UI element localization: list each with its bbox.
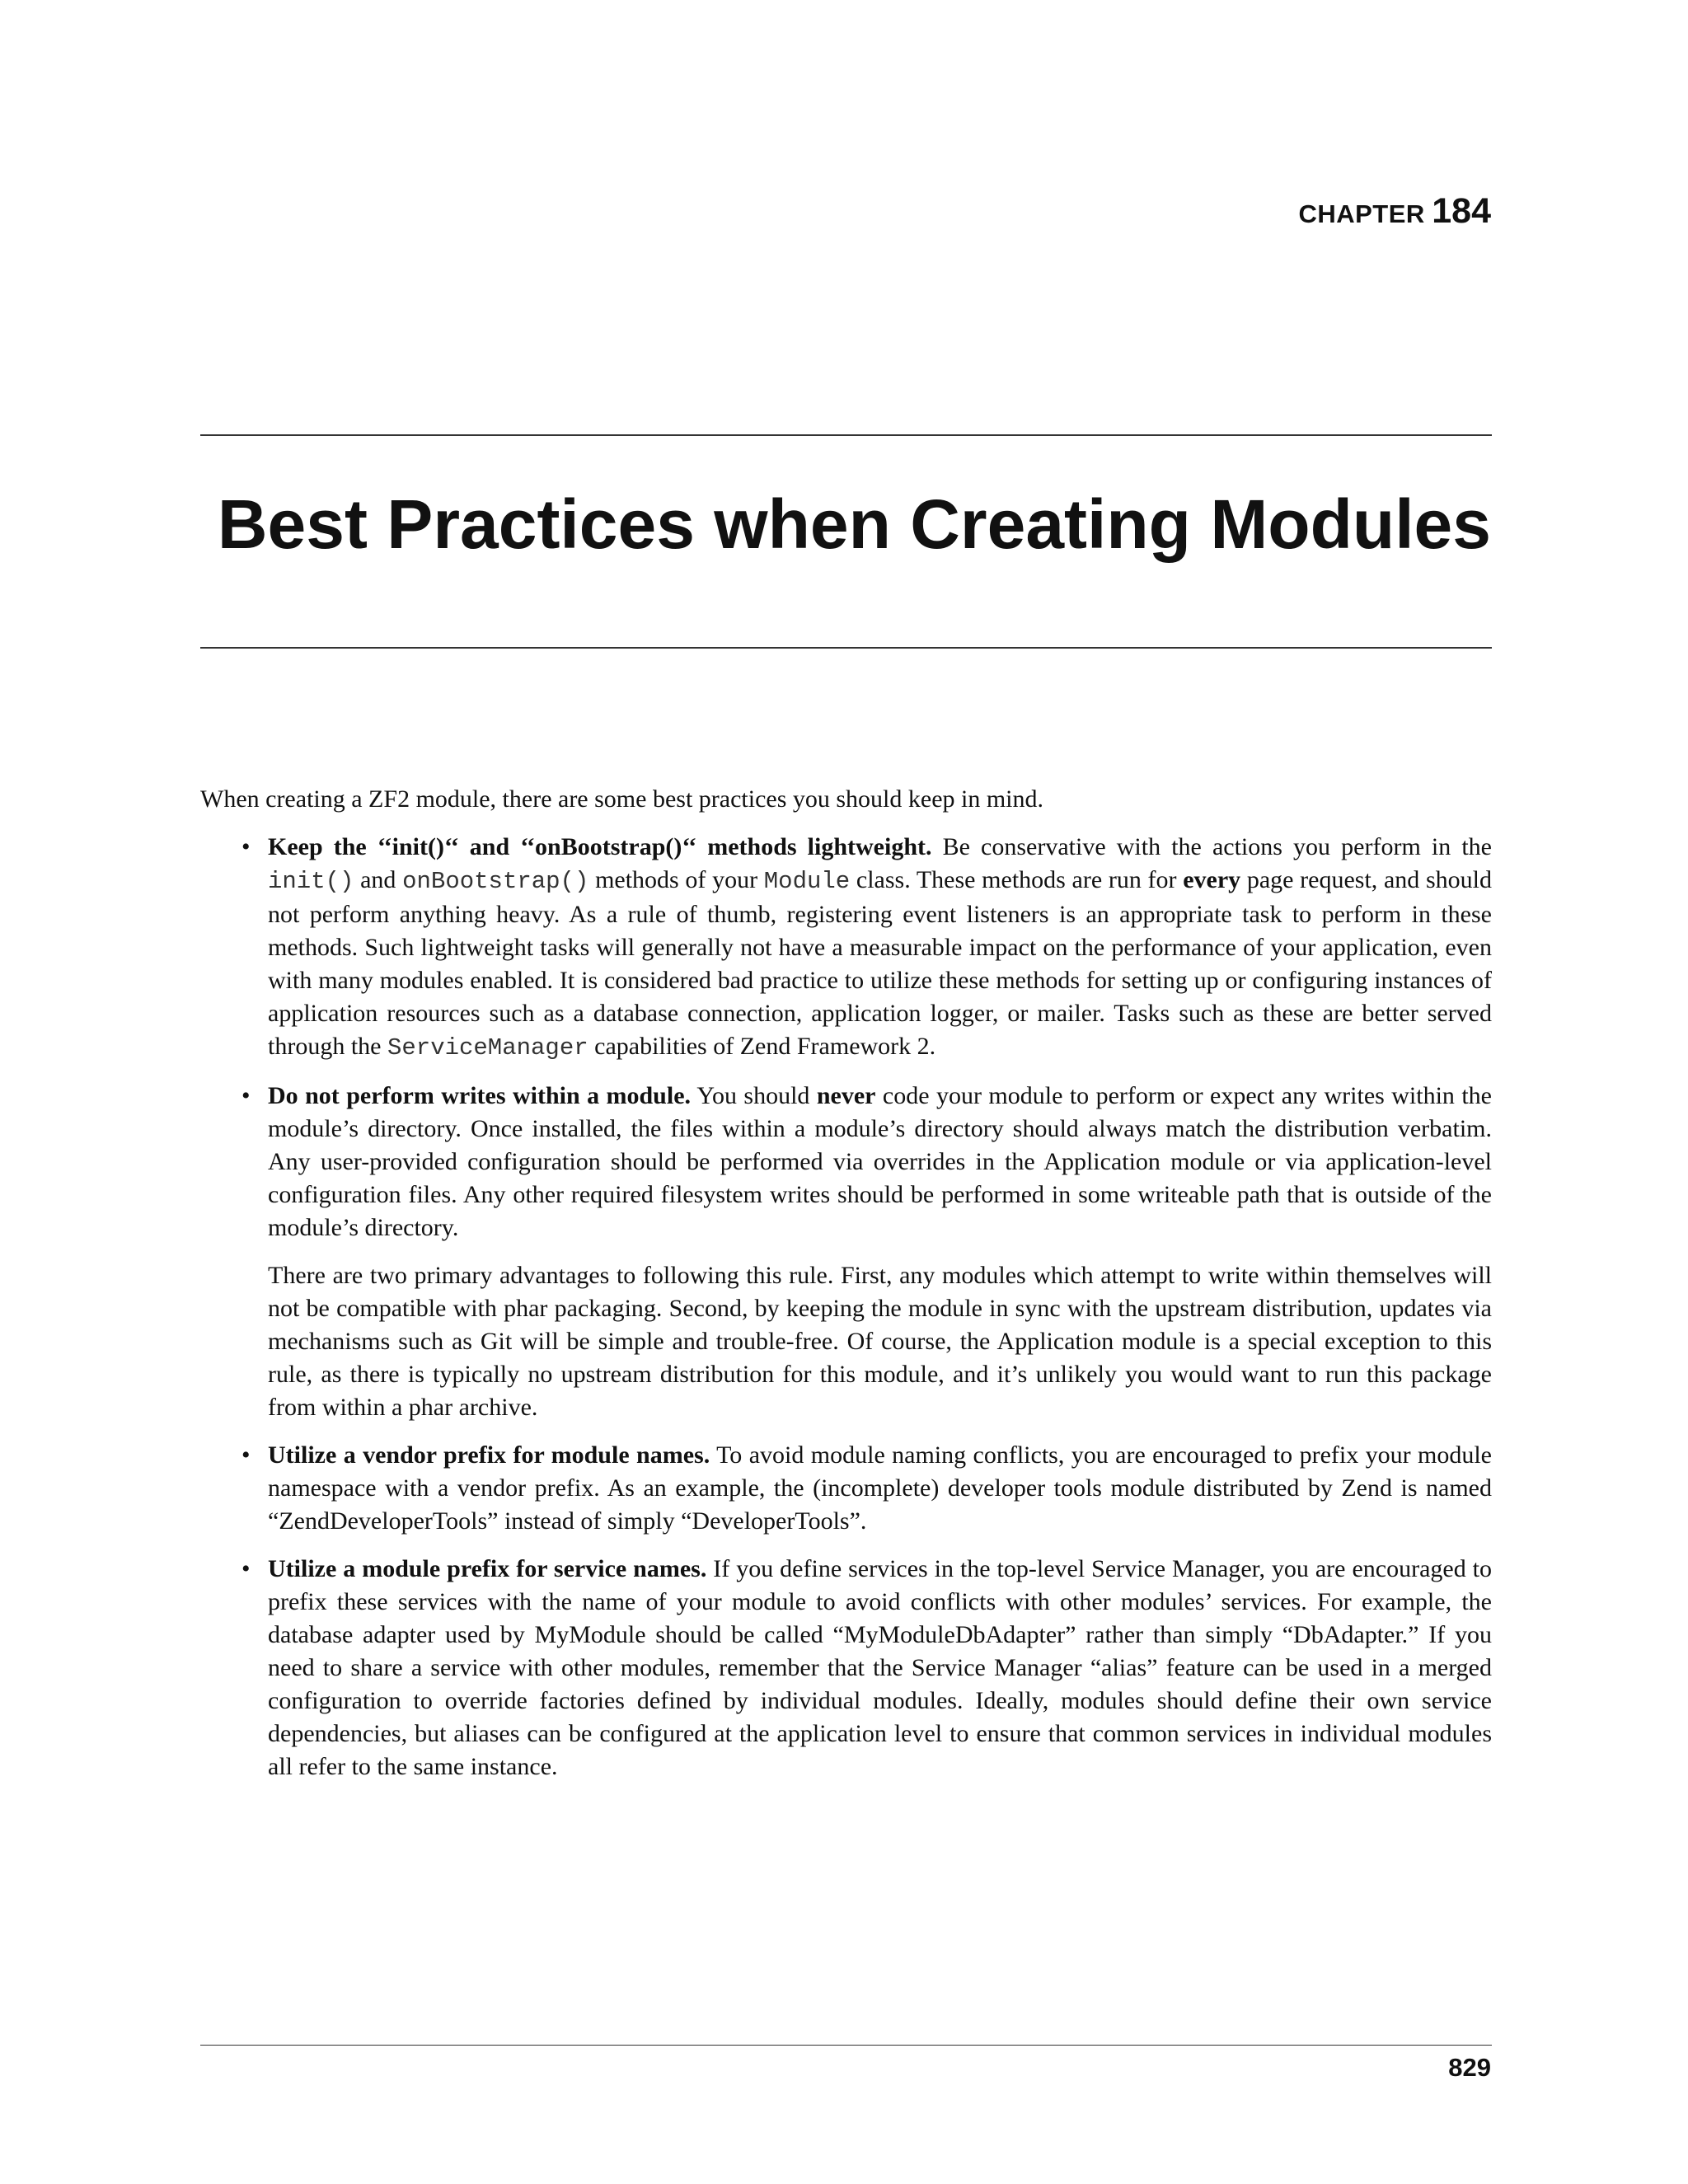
chapter-body bbox=[200, 783, 1492, 1798]
list-item bbox=[200, 1439, 1492, 1538]
emphasis-every: every bbox=[1183, 866, 1241, 893]
best-practices-list bbox=[200, 831, 1492, 1783]
item-paragraph bbox=[268, 1553, 1492, 1783]
item-paragraph bbox=[268, 831, 1492, 1065]
item-text: methods of your bbox=[588, 866, 764, 893]
list-item bbox=[200, 1553, 1492, 1783]
item-paragraph-secondary: There are two primary advantages to following this rule. First, any modules which attempt to write within themselves will not be compatible with phar packaging. Second, by keeping the module in sync with the upstream distribution, updates via mechanisms such as Git will be simple and trouble-free. Of course, the Application module is a special exception to this rule, as there is typically no upstream distribution for this module, and it’s unlikely you would want to run this package from within a phar archive. bbox=[268, 1262, 1492, 1421]
item-heading: Keep the ‘‘init()‘‘ and ‘‘onBootstrap()‘‘ methods lightweight. bbox=[268, 833, 932, 860]
title-bottom-rule bbox=[200, 647, 1492, 649]
chapter-title: Best Practices when Creating Modules bbox=[217, 485, 1491, 563]
item-text: class. These methods are run for bbox=[850, 866, 1184, 893]
page-number: 829 bbox=[1448, 2053, 1491, 2082]
item-text: and bbox=[354, 866, 403, 893]
bullet-icon: • bbox=[241, 833, 251, 860]
list-item bbox=[200, 1080, 1492, 1424]
item-text: page request, and should not perform anything heavy. As a rule of thumb, registering event listeners is an appropriate task to perform in these methods. Such lightweight tasks will generally not have a measurable impact on the performance of your application, even with many modules enabled. It is considered bad practice to utilize these methods for setting up or configuring instances of application resources such as a database connection, application logger, or mailer. Tasks such as these are better served through the bbox=[268, 866, 1493, 1060]
item-heading: Utilize a module prefix for service names. bbox=[268, 1555, 707, 1582]
code-servicemanager: ServiceManager bbox=[387, 1034, 588, 1062]
item-text: code your module to perform or expect any writes within the module’s directory. Once installed, the files within a module’s directory should always match the distribution verbatim. Any user-provided configuration should be performed via overrides in the Application module or via application-level configuration files. Any other required filesystem writes should be performed in some writeable path that is outside of the module’s directory. bbox=[268, 1082, 1492, 1241]
item-paragraph bbox=[268, 1080, 1492, 1244]
code-module: Module bbox=[763, 868, 851, 895]
chapter-word: CHAPTER bbox=[1298, 199, 1425, 228]
chapter-number: 184 bbox=[1432, 191, 1491, 231]
emphasis-never: never bbox=[816, 1082, 876, 1109]
item-text: If you define services in the top-level Service Manager, you are encouraged to prefix these services with the name of your module to avoid conflicts with other modules’ services. For example, the database adapter used by MyModule should be called “MyModuleDbAdapter” rather than simply “DbAdapter.” If you need to share a service with other modules, remember that the Service Manager “alias” feature can be used in a merged configuration to override factories defined by individual modules. Ideally, modules should define their own service dependencies, but aliases can be configured at the application level to ensure that common services in individual modules all refer to the same instance. bbox=[268, 1555, 1492, 1780]
item-paragraph bbox=[268, 1439, 1492, 1538]
list-item bbox=[200, 831, 1492, 1065]
footer-rule bbox=[200, 2045, 1492, 2046]
bullet-icon: • bbox=[241, 1441, 251, 1469]
item-heading: Do not perform writes within a module. bbox=[268, 1082, 692, 1109]
title-top-rule bbox=[200, 434, 1492, 436]
intro-paragraph: When creating a ZF2 module, there are some best practices you should keep in mind. bbox=[200, 785, 1044, 813]
bullet-icon: • bbox=[241, 1555, 251, 1582]
item-text: Be conservative with the actions you perform in the bbox=[931, 833, 1492, 860]
bullet-icon: • bbox=[241, 1082, 251, 1109]
code-onbootstrap: onBootstrap() bbox=[402, 868, 589, 895]
code-init: init() bbox=[268, 868, 354, 895]
item-text: To avoid module naming conflicts, you are encouraged to prefix your module namespace with a vendor prefix. As an example, the (incomplete) developer tools module distributed by Zend is named “ZendDeveloperTools” instead of simply “DeveloperTools”. bbox=[268, 1441, 1492, 1535]
item-text: You should bbox=[691, 1082, 817, 1109]
item-heading: Utilize a vendor prefix for module names. bbox=[268, 1441, 710, 1469]
chapter-label bbox=[1298, 191, 1491, 232]
item-text: capabilities of Zend Framework 2. bbox=[588, 1033, 936, 1060]
